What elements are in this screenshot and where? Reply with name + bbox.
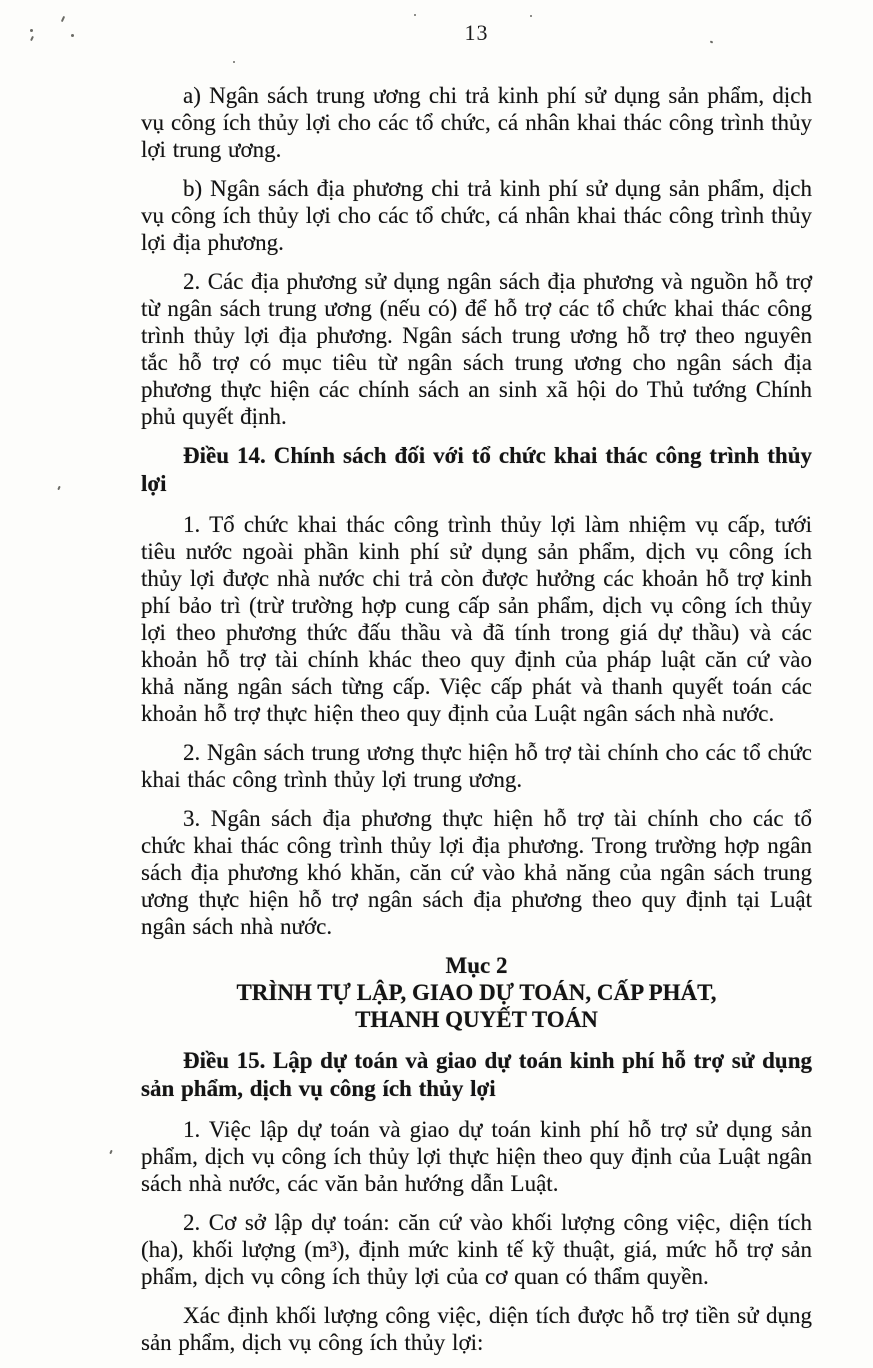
paragraph-point-b: b) Ngân sách địa phương chi trả kinh phí sử dụng sản phẩm, dịch vụ công ích thủy lợi cho các tổ chức, cá nhân khai thác công trình thủy lợi địa phương. — [141, 176, 812, 255]
scan-speck — [57, 486, 61, 490]
scan-speck — [233, 61, 235, 63]
article-15-clause-1: 1. Việc lập dự toán và giao dự toán kinh phí hỗ trợ sử dụng sản phẩm, dịch vụ công ích thủy lợi thực hiện theo quy định của Luật ngân sách nhà nước, các văn bản hướng dẫn Luật. — [141, 1117, 812, 1196]
scan-speck — [71, 34, 74, 37]
page-number: 13 — [464, 20, 489, 45]
paragraph-clause-2: 2. Các địa phương sử dụng ngân sách địa phương và nguồn hỗ trợ từ ngân sách trung ương (nếu có) để hỗ trợ các tổ chức khai thác công trình thủy lợi địa phương. Ngân sách trung ương hỗ trợ theo nguyên tắc hỗ trợ có mục tiêu từ ngân sách trung ương cho ngân sách địa phương thực hiện các chính sách an sinh xã hội do Thủ tướng Chính phủ quyết định. — [141, 269, 812, 429]
article-14-clause-1: 1. Tổ chức khai thác công trình thủy lợi làm nhiệm vụ cấp, tưới tiêu nước ngoài phần kinh phí sử dụng sản phẩm, dịch vụ công ích thủy lợi được nhà nước chi trả còn được hưởng các khoản hỗ trợ kinh phí bảo trì (trừ trường hợp cung cấp sản phẩm, dịch vụ công ích thủy lợi theo phương thức đấu thầu và đã tính trong giá dự thầu) và các khoản hỗ trợ tài chính khác theo quy định của pháp luật căn cứ vào khả năng ngân sách từng cấp. Việc cấp phát và thanh quyết toán các khoản hỗ trợ thực hiện theo quy định của Luật ngân sách nhà nước. — [141, 512, 812, 726]
article-15-heading: Điều 15. Lập dự toán và giao dự toán kinh phí hỗ trợ sử dụng sản phẩm, dịch vụ công ích thủy lợi — [141, 1048, 812, 1101]
scan-speck — [414, 14, 416, 16]
paragraph-point-a: a) Ngân sách trung ương chi trả kinh phí sử dụng sản phẩm, dịch vụ công ích thủy lợi cho các tổ chức, cá nhân khai thác công trình thủy lợi trung ương. — [141, 83, 812, 162]
section-2-title-line-1: TRÌNH TỰ LẬP, GIAO DỰ TOÁN, CẤP PHÁT, — [236, 980, 717, 1005]
scan-speck — [61, 16, 65, 22]
scan-speck — [530, 15, 532, 17]
document-body — [141, 82, 812, 1368]
scan-speck — [30, 29, 33, 32]
article-15-clause-2: 2. Cơ sở lập dự toán: căn cứ vào khối lượng công việc, diện tích (ha), khối lượng (m³), định mức kinh tế kỹ thuật, giá, mức hỗ trợ sản phẩm, dịch vụ công ích thủy lợi của cơ quan có thẩm quyền. — [141, 1210, 812, 1289]
scan-speck — [30, 36, 34, 41]
article-14-clause-2: 2. Ngân sách trung ương thực hiện hỗ trợ tài chính cho các tổ chức khai thác công trình thủy lợi trung ương. — [141, 740, 812, 792]
section-2-heading — [141, 952, 812, 1033]
section-2-title-line-2: THANH QUYẾT TOÁN — [355, 1007, 598, 1032]
article-14-clause-3: 3. Ngân sách địa phương thực hiện hỗ trợ tài chính cho các tổ chức khai thác công trình thủy lợi địa phương. Trong trường hợp ngân sách địa phương khó khăn, căn cứ vào khả năng của ngân sách trung ương thực hiện hỗ trợ ngân sách địa phương theo quy định tại Luật ngân sách nhà nước. — [141, 806, 812, 939]
section-2-number: Mục 2 — [445, 953, 508, 978]
scan-speck — [109, 1150, 113, 1154]
article-14-heading: Điều 14. Chính sách đối với tổ chức khai thác công trình thủy lợi — [141, 443, 812, 496]
article-15-closing-paragraph: Xác định khối lượng công việc, diện tích được hỗ trợ tiền sử dụng sản phẩm, dịch vụ công ích thủy lợi: — [141, 1303, 812, 1355]
